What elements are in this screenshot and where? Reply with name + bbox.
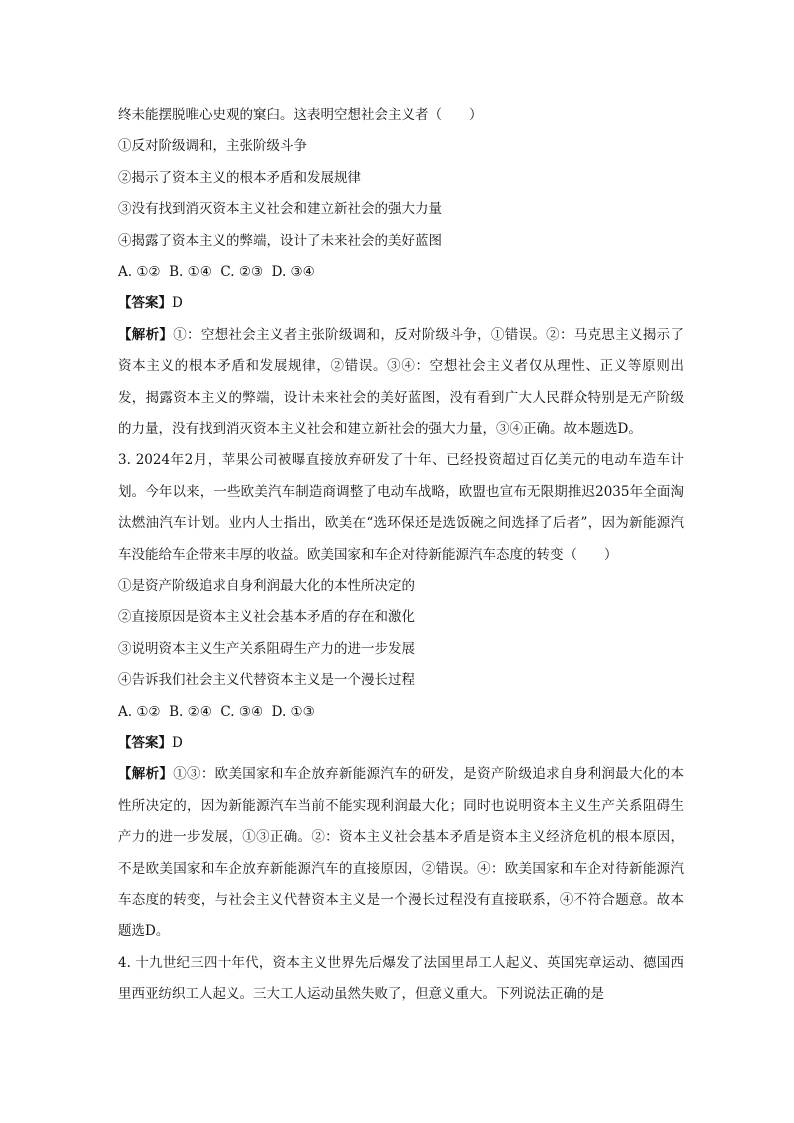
answer-value: D bbox=[172, 734, 183, 751]
q2-option-1: ①反对阶级调和，主张阶级斗争 bbox=[118, 138, 307, 155]
q3-option-2: ②直接原因是资本主义社会基本矛盾的存在和激化 bbox=[118, 609, 415, 626]
analysis-label: 【解析】 bbox=[118, 326, 174, 343]
q2-option-4: ④揭露了资本主义的弊端，设计了未来社会的美好蓝图 bbox=[118, 232, 442, 249]
q2-analysis bbox=[118, 320, 684, 446]
page-content bbox=[118, 100, 684, 1011]
answer-label: 【答案】 bbox=[118, 734, 172, 751]
q2-option-2: ②揭示了资本主义的根本矛盾和发展规律 bbox=[118, 169, 361, 186]
q3-analysis bbox=[118, 759, 684, 947]
q2-stem-tail: 终未能摆脱唯心史观的窠臼。这表明空想社会主义者（ ） bbox=[118, 107, 483, 123]
q3-answer bbox=[118, 728, 684, 759]
q3-option-1: ①是资产阶级追求自身利润最大化的本性所决定的 bbox=[118, 577, 415, 594]
q2-answer bbox=[118, 288, 684, 319]
q3-choices: A. ①② B. ②④ C. ③④ D. ①③ bbox=[118, 703, 315, 720]
q3-option-3: ③说明资本主义生产关系阻碍生产力的进一步发展 bbox=[118, 640, 415, 657]
q2-choices: A. ①② B. ①④ C. ②③ D. ③④ bbox=[118, 263, 315, 280]
analysis-label: 【解析】 bbox=[118, 766, 174, 783]
q4-stem: 4. 十九世纪三四十年代，资本主义世界先后爆发了法国里昂工人起义、英国宪章运动、德国西里西亚纺织工人起义。三大工人运动虽然失败了，但意义重大。下列说法正确的是 bbox=[118, 954, 684, 1003]
q3-stem: 3. 2024年2月，苹果公司被曝直接放弃研发了十年、已经投资超过百亿美元的电动车造车计划。今年以来，一些欧美汽车制造商调整了电动车战略，欧盟也宣布无限期推迟2035年全面淘汰燃油汽车计划。业内人士指出，欧美在“选环保还是选饭碗之间选择了后者”，因为新能源汽车没能给车企带来丰厚的收益。欧美国家和车企对待新能源汽车态度的转变（ ） bbox=[118, 452, 684, 563]
q3-option-4: ④告诉我们社会主义代替资本主义是一个漫长过程 bbox=[118, 672, 415, 689]
answer-label: 【答案】 bbox=[118, 295, 172, 312]
analysis-text: ①：空想社会主义者主张阶级调和，反对阶级斗争，①错误。②：马克思主义揭示了资本主义的根本矛盾和发展规律，②错误。③④：空想社会主义者仅从理性、正义等原则出发，揭露资本主义的弊端，设计未来社会的美好蓝图，没有看到广大人民群众特别是无产阶级的力量，没有找到消灭资本主义社会和建立新社会的强大力量，③④正确。故本题选D。 bbox=[118, 326, 684, 437]
analysis-text: ①③：欧美国家和车企放弃新能源汽车的研发，是资产阶级追求自身利润最大化的本性所决定的，因为新能源汽车当前不能实现利润最大化；同时也说明资本主义生产关系阻碍生产力的进一步发展，①③正确。②：资本主义社会基本矛盾是资本主义经济危机的根本原因，不是欧美国家和车企放弃新能源汽车的直接原因，②错误。④：欧美国家和车企对待新能源汽车态度的转变，与社会主义代替资本主义是一个漫长过程没有直接联系，④不符合题意。故本题选D。 bbox=[118, 766, 684, 940]
q2-option-3: ③没有找到消灭资本主义社会和建立新社会的强大力量 bbox=[118, 201, 442, 218]
answer-value: D bbox=[172, 295, 183, 312]
